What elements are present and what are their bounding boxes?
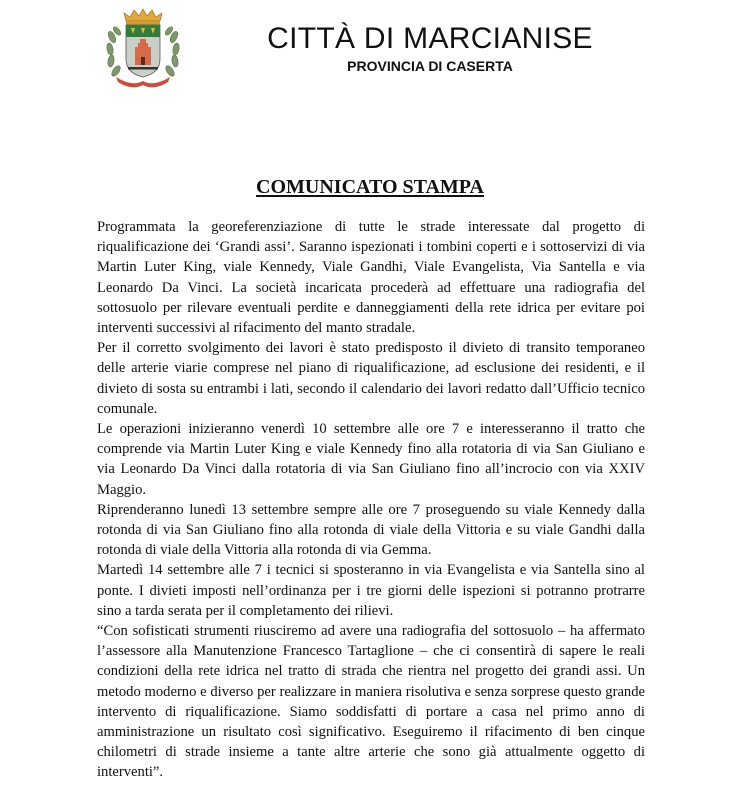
paragraph: Riprenderanno lunedì 13 settembre sempre alle ore 7 proseguendo su viale Kennedy dalla rotonda di via San Giuliano fino alla rotonda di viale della Vittoria e su viale Gandhi dalla rotonda di viale della Vittoria alla rotonda di via Gemma. bbox=[97, 501, 645, 559]
document-title-text: COMUNICATO STAMPA bbox=[256, 176, 484, 198]
document-title bbox=[0, 175, 740, 199]
document-body bbox=[97, 217, 645, 783]
paragraph: “Con sofisticati strumenti riusciremo ad avere una radiografia del sottosuolo – ha affermato l’assessore alla Manutenzione Francesco Tartaglione – che ci consentirà di sapere le reali condizioni della rete idrica nel tratto di strada che rientra nel progetto dei grandi assi. Un metodo moderno e diverso per realizzare in maniera risolutiva e senza sorprese questo grande intervento di riqualificazione. Siamo soddisfatti di portare a casa nel primo anno di amministrazione un risultato così significativo. Eseguiremo il rifacimento di ben cinque chilometri di strade insieme a tante altre arterie che sono già attualmente oggetto di interventi”. bbox=[97, 623, 645, 781]
province-name: PROVINCIA DI CASERTA bbox=[347, 58, 513, 74]
city-name: CITTÀ DI MARCIANISE bbox=[267, 22, 593, 55]
title-block bbox=[235, 22, 625, 75]
paragraph: Martedì 14 settembre alle 7 i tecnici si sposteranno in via Evangelista e via Santella sino al ponte. I divieti imposti nell’ordinanza per i tre giorni delle ispezioni si potranno protrarre sino a tarda serata per il completamento dei rilievi. bbox=[97, 562, 645, 619]
city-coat-of-arms-icon bbox=[102, 7, 184, 89]
letterhead bbox=[0, 0, 740, 100]
paragraph: Programmata la georeferenziazione di tutte le strade interessate dal progetto di riqualificazione dei ‘Grandi assi’. Saranno ispezionati i tombini coperti e i sottoservizi di via Martin Luter King, viale Kennedy, Viale Gandhi, Viale Evangelista, Via Santella e via Leonardo Da Vinci. La società incaricata procederà ad effettuare una radiografia del sottosuolo per rilevare eventuali perdite e danneggiamenti della rete idrica per evitare poi interventi successivi al rifacimento del manto stradale. bbox=[97, 219, 645, 337]
paragraph: Per il corretto svolgimento dei lavori è stato predisposto il divieto di transito temporaneo delle arterie viarie comprese nel piano di riqualificazione, ad esclusione dei residenti, e il divieto di sosta su entrambi i lati, secondo il calendario dei lavori redatto dall’Ufficio tecnico comunale. bbox=[97, 340, 645, 417]
paragraph: Le operazioni inizieranno venerdì 10 settembre alle ore 7 e interesseranno il tratto che comprende via Martin Luter King e viale Kennedy fino alla rotatoria di via San Giuliano e via Leonardo Da Vinci dalla rotatoria di via San Giuliano fino all’incrocio con via XXIV Maggio. bbox=[97, 421, 645, 498]
